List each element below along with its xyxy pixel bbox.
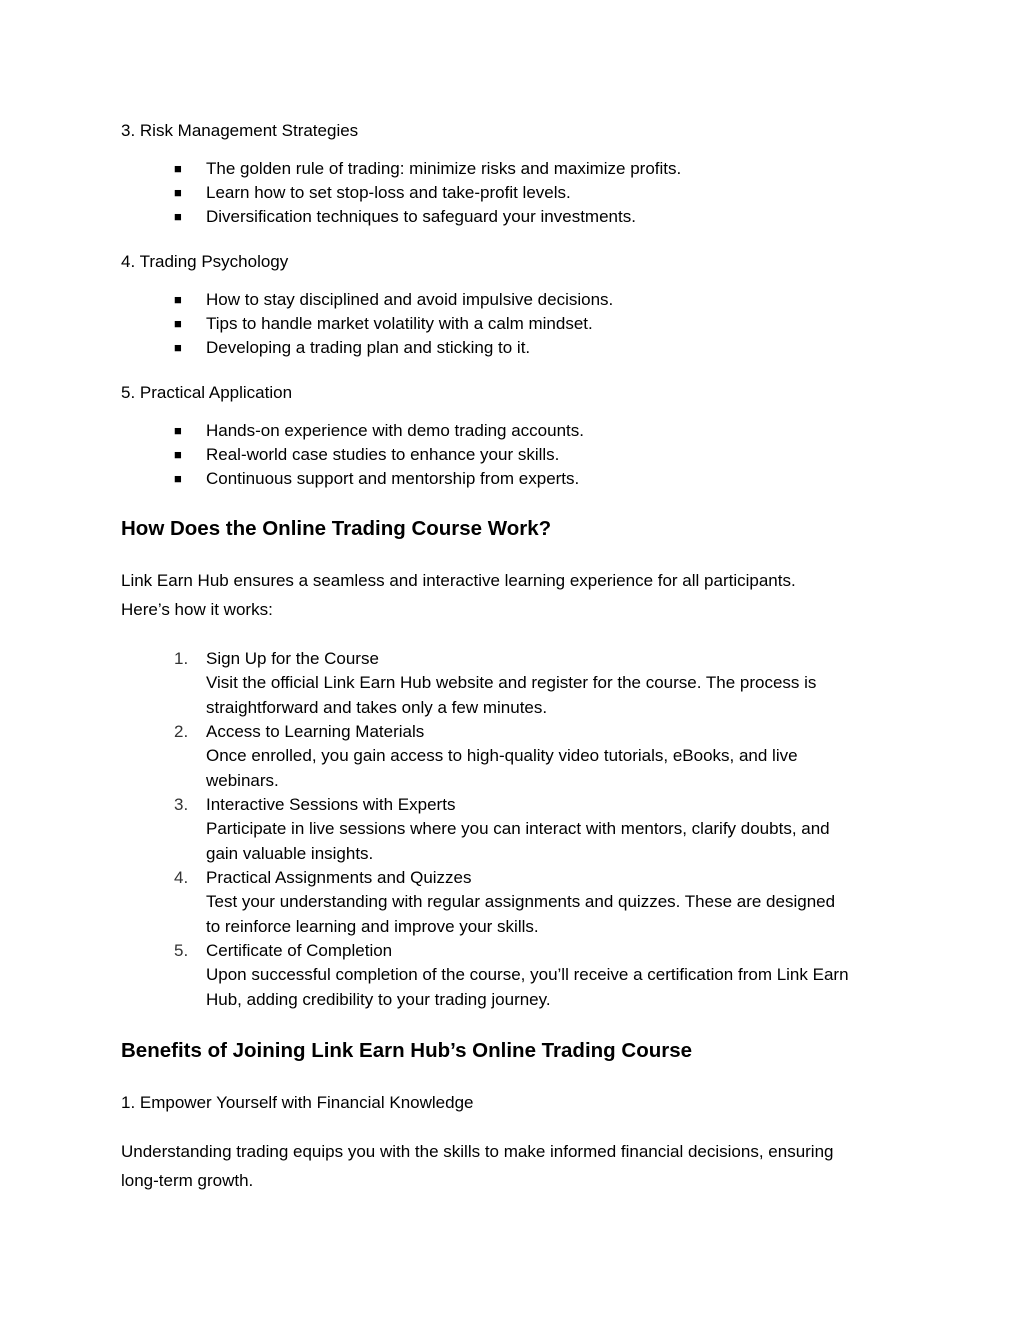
step-description: Visit the official Link Earn Hub website and register for the course. The process is — [206, 673, 817, 693]
step-title: Practical Assignments and Quizzes — [206, 868, 472, 887]
list-item: ■ Continuous support and mentorship from experts. — [174, 467, 579, 491]
step-description: gain valuable insights. — [206, 843, 374, 863]
step-description: to reinforce learning and improve your skills. — [206, 916, 539, 936]
bullet-square-icon: ■ — [174, 423, 182, 438]
benefit-paragraph: Understanding trading equips you with the skills to make informed financial decisions, ensuring long-term growth. — [121, 1142, 834, 1190]
intro-paragraph: Link Earn Hub ensures a seamless and interactive learning experience for all participants. Here’s how it works: — [121, 571, 796, 619]
list-item-step-3 — [174, 793, 914, 866]
list-item-step-2 — [174, 720, 914, 793]
step-number: 1. — [174, 649, 189, 668]
list-item: ■ Developing a trading plan and sticking to it. — [174, 336, 530, 360]
bullet-square-icon: ■ — [174, 185, 182, 200]
heading-benefits: Benefits of Joining Link Earn Hub’s Online Trading Course — [121, 1039, 693, 1062]
bullet-square-icon: ■ — [174, 447, 182, 462]
list-item-step-4 — [174, 866, 914, 939]
step-description: Once enrolled, you gain access to high-quality video tutorials, eBooks, and live — [206, 746, 798, 766]
benefit-title-empower: 1. Empower Yourself with Financial Knowledge — [121, 1093, 474, 1112]
list-item: ■ How to stay disciplined and avoid impulsive decisions. — [174, 288, 613, 312]
section-title-risk-management: 3. Risk Management Strategies — [121, 121, 359, 140]
step-number: 2. — [174, 722, 189, 741]
bullet-square-icon: ■ — [174, 292, 182, 307]
step-description: webinars. — [206, 770, 279, 790]
step-title: Certificate of Completion — [206, 941, 393, 960]
step-description: straightforward and takes only a few minutes. — [206, 697, 548, 717]
list-item: ■ Hands-on experience with demo trading accounts. — [174, 419, 584, 443]
step-description: Hub, adding credibility to your trading journey. — [206, 989, 551, 1009]
list-item: ■ Learn how to set stop-loss and take-profit levels. — [174, 181, 571, 205]
step-number: 5. — [174, 941, 189, 960]
list-item-step-1 — [174, 647, 914, 720]
list-item: ■ Tips to handle market volatility with a calm mindset. — [174, 312, 593, 336]
step-number: 4. — [174, 868, 189, 887]
step-description: Test your understanding with regular assignments and quizzes. These are designed — [206, 892, 836, 912]
step-description: Upon successful completion of the course, you’ll receive a certification from Link Earn — [206, 965, 849, 985]
list-item-step-5 — [174, 939, 914, 1012]
step-description: Participate in live sessions where you can interact with mentors, clarify doubts, and — [206, 819, 830, 839]
list-item: ■ Real-world case studies to enhance your skills. — [174, 443, 559, 467]
step-number: 3. — [174, 795, 189, 814]
heading-how-it-works: How Does the Online Trading Course Work? — [121, 517, 552, 540]
bullet-square-icon: ■ — [174, 209, 182, 224]
list-item: ■ Diversification techniques to safeguard your investments. — [174, 205, 636, 229]
bullet-square-icon: ■ — [174, 316, 182, 331]
bullet-square-icon: ■ — [174, 340, 182, 355]
step-title: Access to Learning Materials — [206, 722, 425, 741]
section-title-trading-psychology: 4. Trading Psychology — [121, 252, 289, 271]
step-title: Interactive Sessions with Experts — [206, 795, 456, 814]
list-item: ■ The golden rule of trading: minimize risks and maximize profits. — [174, 157, 681, 181]
bullet-square-icon: ■ — [174, 161, 182, 176]
bullet-square-icon: ■ — [174, 471, 182, 486]
step-title: Sign Up for the Course — [206, 649, 379, 668]
section-title-practical-application: 5. Practical Application — [121, 383, 293, 402]
